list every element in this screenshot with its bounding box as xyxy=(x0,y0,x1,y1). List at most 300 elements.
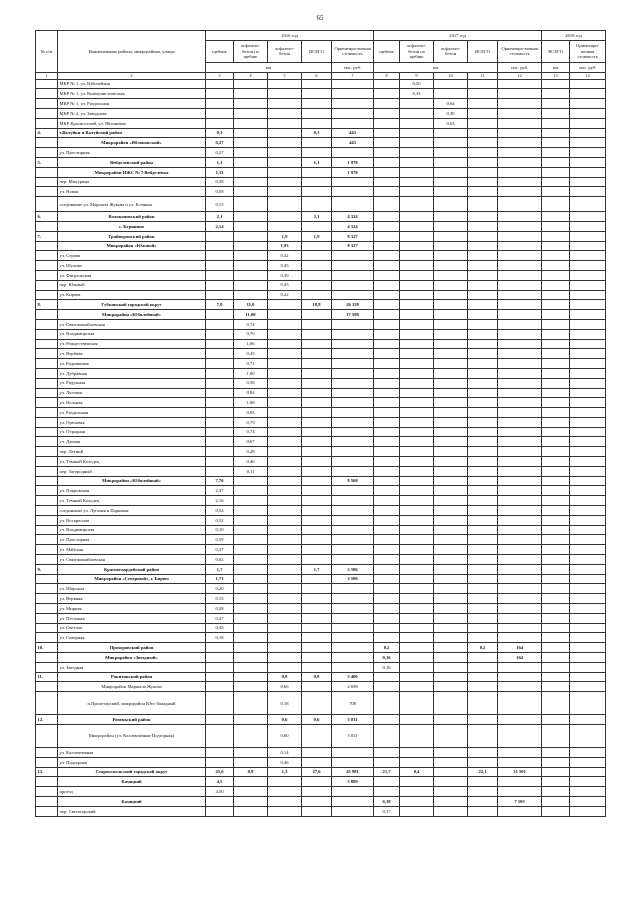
value-cell xyxy=(542,613,570,623)
value-cell xyxy=(498,359,542,369)
value-cell xyxy=(400,748,434,758)
table-row xyxy=(36,555,606,565)
value-cell xyxy=(374,777,400,787)
value-cell xyxy=(498,157,542,167)
row-number-cell xyxy=(36,777,58,787)
row-number-cell xyxy=(36,574,58,584)
value-cell xyxy=(570,368,606,378)
value-cell: 1,11 xyxy=(206,167,234,177)
value-cell xyxy=(498,545,542,555)
value-cell xyxy=(570,339,606,349)
row-name-cell: пер. Мичурина xyxy=(58,177,206,187)
table-row xyxy=(36,310,606,320)
table-row xyxy=(36,241,606,251)
value-cell xyxy=(542,89,570,99)
value-cell xyxy=(374,157,400,167)
value-cell: 0,50 xyxy=(400,79,434,89)
value-cell xyxy=(542,594,570,604)
row-name-cell: Микрорайон «Звездный» xyxy=(58,653,206,663)
value-cell xyxy=(542,157,570,167)
value-cell xyxy=(468,486,498,496)
row-number-cell xyxy=(36,437,58,447)
value-cell xyxy=(302,437,332,447)
value-cell xyxy=(542,280,570,290)
value-cell xyxy=(400,187,434,197)
value-cell: 0,38 xyxy=(206,177,234,187)
value-cell xyxy=(400,672,434,682)
value-cell xyxy=(468,231,498,241)
value-cell xyxy=(332,613,374,623)
value-cell xyxy=(570,466,606,476)
value-cell xyxy=(400,564,434,574)
row-name-cell: ул. Рождественская xyxy=(58,339,206,349)
value-cell xyxy=(268,177,302,187)
value-cell: 0,83 xyxy=(234,408,268,418)
value-cell: 3 031 xyxy=(332,715,374,725)
value-cell xyxy=(206,672,234,682)
row-name-cell: пер. Южный xyxy=(58,280,206,290)
value-cell xyxy=(434,280,468,290)
value-cell xyxy=(374,633,400,643)
row-name-cell: ул. Майская xyxy=(58,545,206,555)
table-row xyxy=(36,777,606,787)
value-cell xyxy=(434,251,468,261)
value-cell xyxy=(302,725,332,748)
value-cell xyxy=(374,408,400,418)
value-cell xyxy=(374,574,400,584)
value-cell: 5 889 xyxy=(332,777,374,787)
value-cell xyxy=(374,437,400,447)
value-cell xyxy=(332,270,374,280)
row-number-cell: 5. xyxy=(36,157,58,167)
value-cell xyxy=(332,349,374,359)
table-row xyxy=(36,604,606,614)
value-cell: 0,39 xyxy=(268,270,302,280)
value-cell xyxy=(400,99,434,109)
value-cell xyxy=(234,672,268,682)
value-cell xyxy=(206,339,234,349)
value-cell xyxy=(468,653,498,663)
value-cell xyxy=(268,187,302,197)
value-cell xyxy=(570,319,606,329)
value-cell xyxy=(542,447,570,457)
value-cell xyxy=(570,796,606,806)
value-cell xyxy=(434,290,468,300)
value-cell xyxy=(570,604,606,614)
value-cell xyxy=(570,594,606,604)
value-cell xyxy=(468,787,498,797)
value-cell xyxy=(374,241,400,251)
value-cell: 0,70 xyxy=(234,329,268,339)
value-cell xyxy=(498,466,542,476)
value-cell xyxy=(570,787,606,797)
row-name-cell: Микрорайон ИЖС № 7 Вейделевка xyxy=(58,167,206,177)
value-cell xyxy=(400,496,434,506)
value-cell xyxy=(400,725,434,748)
value-cell xyxy=(498,118,542,128)
row-name-cell: Микрорайон «Юбилейный» xyxy=(58,310,206,320)
value-cell xyxy=(468,251,498,261)
value-cell xyxy=(302,221,332,231)
value-cell xyxy=(374,99,400,109)
header-asf-po-sheb-2017: асфальто-бетон по щебню xyxy=(400,40,434,62)
value-cell xyxy=(400,545,434,555)
value-cell: 0,58 xyxy=(206,187,234,197)
table-row xyxy=(36,319,606,329)
value-cell xyxy=(570,89,606,99)
value-cell xyxy=(206,349,234,359)
value-cell xyxy=(234,157,268,167)
row-number-cell xyxy=(36,388,58,398)
value-cell xyxy=(302,633,332,643)
value-cell xyxy=(434,457,468,467)
table-row xyxy=(36,359,606,369)
value-cell xyxy=(400,270,434,280)
value-cell xyxy=(400,506,434,516)
value-cell xyxy=(268,197,302,212)
row-number-cell xyxy=(36,457,58,467)
header-sheben-2016: щебень xyxy=(206,40,234,62)
value-cell: 4 324 xyxy=(332,221,374,231)
value-cell xyxy=(400,476,434,486)
value-cell xyxy=(268,662,302,672)
value-cell xyxy=(434,212,468,222)
value-cell xyxy=(570,555,606,565)
value-cell: 2,1 xyxy=(302,212,332,222)
value-cell xyxy=(268,359,302,369)
value-cell xyxy=(374,535,400,545)
value-cell: 4,50 xyxy=(206,787,234,797)
value-cell xyxy=(234,806,268,816)
table-row xyxy=(36,584,606,594)
value-cell xyxy=(434,437,468,447)
row-name-cell: ул. Вольная xyxy=(58,398,206,408)
value-cell xyxy=(570,398,606,408)
value-cell xyxy=(468,672,498,682)
value-cell xyxy=(302,447,332,457)
value-cell xyxy=(234,99,268,109)
value-cell xyxy=(400,535,434,545)
value-cell xyxy=(234,555,268,565)
table-row xyxy=(36,535,606,545)
value-cell xyxy=(498,748,542,758)
column-index-cell: 6 xyxy=(302,72,332,79)
value-cell xyxy=(234,231,268,241)
header-unit-km-2018: км xyxy=(542,62,570,72)
value-cell xyxy=(498,261,542,271)
value-cell xyxy=(332,187,374,197)
value-cell xyxy=(400,251,434,261)
row-number-cell xyxy=(36,280,58,290)
value-cell xyxy=(434,525,468,535)
value-cell xyxy=(468,261,498,271)
value-cell xyxy=(374,118,400,128)
value-cell xyxy=(206,692,234,715)
row-number-cell: 12. xyxy=(36,715,58,725)
value-cell xyxy=(434,408,468,418)
value-cell: 0,8 xyxy=(302,672,332,682)
value-cell xyxy=(434,506,468,516)
value-cell xyxy=(302,398,332,408)
value-cell xyxy=(570,388,606,398)
row-name-cell: Казацкий xyxy=(58,796,206,806)
value-cell: 1,93 xyxy=(268,241,302,251)
value-cell xyxy=(268,653,302,663)
value-cell xyxy=(400,757,434,767)
value-cell xyxy=(542,221,570,231)
value-cell xyxy=(234,682,268,692)
value-cell xyxy=(374,197,400,212)
header-asf-2017: асфальто-бетон xyxy=(434,40,468,62)
value-cell xyxy=(234,564,268,574)
table-row xyxy=(36,187,606,197)
value-cell xyxy=(268,613,302,623)
value-cell xyxy=(374,138,400,148)
value-cell xyxy=(400,408,434,418)
value-cell xyxy=(234,633,268,643)
value-cell xyxy=(332,197,374,212)
row-number-cell xyxy=(36,725,58,748)
table-row xyxy=(36,231,606,241)
value-cell: 0,20 xyxy=(206,584,234,594)
value-cell: 2 586 xyxy=(332,564,374,574)
header-unit-rub-2017: тыс. руб. xyxy=(498,62,542,72)
value-cell xyxy=(268,167,302,177)
value-cell xyxy=(302,692,332,715)
value-cell xyxy=(570,633,606,643)
value-cell: 0,66 xyxy=(268,682,302,692)
value-cell xyxy=(374,177,400,187)
value-cell: 0,46 xyxy=(268,757,302,767)
value-cell xyxy=(570,457,606,467)
value-cell xyxy=(234,787,268,797)
row-number-cell xyxy=(36,748,58,758)
value-cell xyxy=(268,89,302,99)
value-cell xyxy=(570,417,606,427)
value-cell xyxy=(570,725,606,748)
row-number-cell: 10. xyxy=(36,643,58,653)
value-cell xyxy=(374,545,400,555)
value-cell: 2,14 xyxy=(206,221,234,231)
value-cell: 164 xyxy=(498,643,542,653)
value-cell xyxy=(434,221,468,231)
value-cell xyxy=(400,221,434,231)
value-cell xyxy=(302,148,332,158)
row-name-cell: г.Валуйки и Валуйский район xyxy=(58,128,206,138)
value-cell xyxy=(570,767,606,777)
value-cell xyxy=(570,515,606,525)
row-number-cell xyxy=(36,368,58,378)
value-cell xyxy=(570,427,606,437)
row-name-cell: Вейделевский район xyxy=(58,157,206,167)
value-cell xyxy=(332,787,374,797)
row-number-cell xyxy=(36,417,58,427)
value-cell xyxy=(302,349,332,359)
value-cell xyxy=(468,280,498,290)
value-cell xyxy=(570,506,606,516)
value-cell xyxy=(234,108,268,118)
value-cell xyxy=(332,118,374,128)
value-cell xyxy=(268,427,302,437)
value-cell xyxy=(542,653,570,663)
value-cell xyxy=(400,398,434,408)
row-name-cell: ул. Святомихайловская xyxy=(58,555,206,565)
value-cell xyxy=(206,757,234,767)
value-cell xyxy=(374,167,400,177)
row-name-cell: ул. Северная xyxy=(58,633,206,643)
value-cell: 443 xyxy=(332,138,374,148)
value-cell: 27,6 xyxy=(302,767,332,777)
value-cell: 0,28 xyxy=(206,604,234,614)
value-cell: 1,06 xyxy=(234,339,268,349)
column-index-row xyxy=(36,72,606,79)
value-cell xyxy=(234,148,268,158)
value-cell xyxy=(542,378,570,388)
row-number-cell xyxy=(36,806,58,816)
value-cell xyxy=(498,197,542,212)
value-cell xyxy=(498,682,542,692)
value-cell xyxy=(374,787,400,797)
row-name-cell: ул. Темный Колодец xyxy=(58,496,206,506)
value-cell xyxy=(302,623,332,633)
row-number-cell xyxy=(36,486,58,496)
value-cell xyxy=(434,515,468,525)
value-cell xyxy=(400,118,434,128)
row-name-cell: Казацкий xyxy=(58,777,206,787)
value-cell xyxy=(234,118,268,128)
value-cell xyxy=(468,515,498,525)
value-cell xyxy=(332,89,374,99)
value-cell xyxy=(570,692,606,715)
row-number-cell xyxy=(36,496,58,506)
value-cell xyxy=(332,653,374,663)
value-cell xyxy=(206,806,234,816)
value-cell: 1,7 xyxy=(206,564,234,574)
row-name-cell: ул. Новая xyxy=(58,187,206,197)
value-cell xyxy=(570,525,606,535)
value-cell xyxy=(468,108,498,118)
table-row xyxy=(36,89,606,99)
value-cell xyxy=(332,368,374,378)
value-cell xyxy=(400,427,434,437)
row-number-cell xyxy=(36,584,58,594)
value-cell xyxy=(498,398,542,408)
value-cell xyxy=(400,128,434,138)
value-cell xyxy=(234,692,268,715)
value-cell xyxy=(302,89,332,99)
value-cell xyxy=(206,457,234,467)
value-cell xyxy=(302,682,332,692)
value-cell xyxy=(468,437,498,447)
row-name-cell: Ракитянский район xyxy=(58,672,206,682)
value-cell xyxy=(302,290,332,300)
row-name-cell: ул. Покровская xyxy=(58,486,206,496)
row-name-cell: ул. Простирная xyxy=(58,148,206,158)
value-cell xyxy=(542,329,570,339)
value-cell xyxy=(570,359,606,369)
table-row xyxy=(36,329,606,339)
value-cell: 0,30 xyxy=(434,108,468,118)
value-cell xyxy=(374,108,400,118)
value-cell: 0,4 xyxy=(400,767,434,777)
table-row xyxy=(36,574,606,584)
table-row xyxy=(36,118,606,128)
value-cell xyxy=(234,138,268,148)
value-cell xyxy=(498,662,542,672)
row-name-cell: ул. Просторная xyxy=(58,535,206,545)
value-cell xyxy=(570,408,606,418)
header-cost-2017: Ориентиро-вочная стоимость xyxy=(498,40,542,62)
value-cell xyxy=(570,757,606,767)
value-cell xyxy=(234,643,268,653)
value-cell xyxy=(570,241,606,251)
value-cell xyxy=(374,623,400,633)
value-cell: 0,3 xyxy=(302,128,332,138)
value-cell xyxy=(542,623,570,633)
table-row xyxy=(36,466,606,476)
value-cell xyxy=(570,187,606,197)
value-cell xyxy=(570,261,606,271)
value-cell: 3 031 xyxy=(332,725,374,748)
value-cell xyxy=(400,388,434,398)
table-row xyxy=(36,672,606,682)
value-cell xyxy=(468,359,498,369)
value-cell xyxy=(234,261,268,271)
value-cell xyxy=(234,653,268,663)
value-cell xyxy=(268,148,302,158)
value-cell xyxy=(268,108,302,118)
value-cell xyxy=(570,535,606,545)
table-row xyxy=(36,545,606,555)
value-cell xyxy=(570,99,606,109)
value-cell xyxy=(498,368,542,378)
row-name-cell: МКР Красноселий, ул. Яблоневая xyxy=(58,118,206,128)
column-index-cell: 1 xyxy=(36,72,58,79)
value-cell xyxy=(434,388,468,398)
value-cell xyxy=(302,79,332,89)
value-cell xyxy=(206,359,234,369)
value-cell xyxy=(542,564,570,574)
value-cell xyxy=(570,157,606,167)
row-number-cell xyxy=(36,290,58,300)
value-cell xyxy=(542,212,570,222)
value-cell xyxy=(332,633,374,643)
table-row xyxy=(36,280,606,290)
value-cell xyxy=(400,138,434,148)
value-cell: 8 327 xyxy=(332,241,374,251)
value-cell xyxy=(206,715,234,725)
value-cell xyxy=(542,806,570,816)
value-cell xyxy=(234,777,268,787)
value-cell xyxy=(234,89,268,99)
value-cell xyxy=(302,653,332,663)
row-name-cell: ул. Отрадная xyxy=(58,427,206,437)
value-cell xyxy=(400,486,434,496)
row-name-cell: ул. Ореховая xyxy=(58,417,206,427)
value-cell xyxy=(468,408,498,418)
value-cell xyxy=(542,633,570,643)
table-row xyxy=(36,806,606,816)
row-name-cell: МКР № 1, ул. Коммунистическая xyxy=(58,89,206,99)
value-cell: 0,33 xyxy=(400,89,434,99)
value-cell: 1,00 xyxy=(234,368,268,378)
value-cell xyxy=(434,79,468,89)
value-cell xyxy=(268,79,302,89)
value-cell xyxy=(434,594,468,604)
value-cell: 1,9 xyxy=(268,231,302,241)
value-cell xyxy=(498,806,542,816)
value-cell: 22,1 xyxy=(468,767,498,777)
